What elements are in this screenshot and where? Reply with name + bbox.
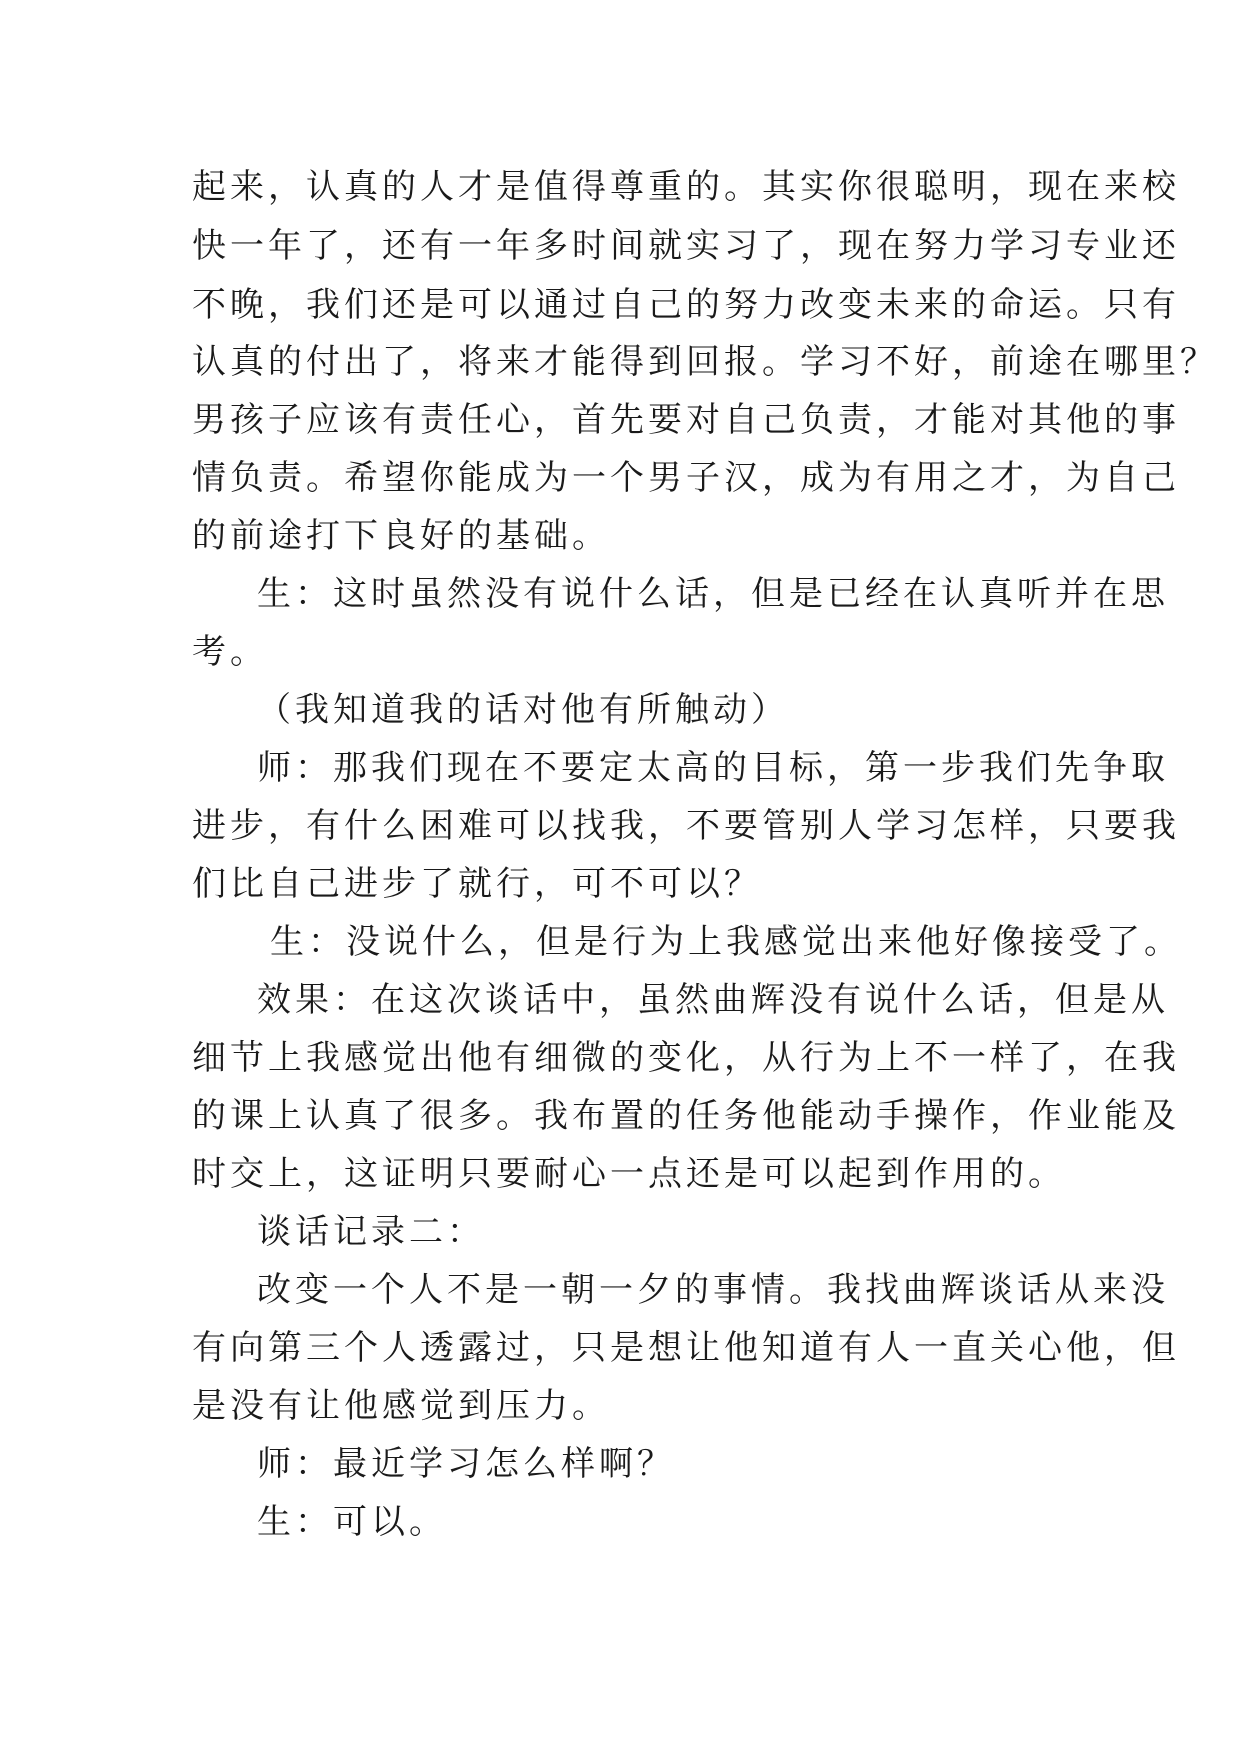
text-line: 起来，认真的人才是值得尊重的。其实你很聪明，现在来校 xyxy=(192,167,1180,207)
text-line: 改变一个人不是一朝一夕的事情。我找曲辉谈话从来没 xyxy=(257,1270,1169,1310)
text-line: 情负责。希望你能成为一个男子汉，成为有用之才，为自己 xyxy=(192,458,1180,498)
text-line: 的课上认真了很多。我布置的任务他能动手操作，作业能及 xyxy=(192,1096,1180,1136)
text-line: 时交上，这证明只要耐心一点还是可以起到作用的。 xyxy=(192,1154,1066,1194)
text-line: 快一年了，还有一年多时间就实习了，现在努力学习专业还 xyxy=(192,226,1180,266)
text-line: 的前途打下良好的基础。 xyxy=(192,516,610,556)
text-line: 生：没说什么，但是行为上我感觉出来他好像接受了。 xyxy=(270,922,1182,962)
text-line: 细节上我感觉出他有细微的变化，从行为上不一样了，在我 xyxy=(192,1038,1180,1078)
text-line: 不晚，我们还是可以通过自己的努力改变未来的命运。只有 xyxy=(192,285,1180,325)
text-line: 们比自己进步了就行，可不可以？ xyxy=(192,864,762,904)
text-line: 师：最近学习怎么样啊？ xyxy=(257,1444,675,1484)
text-line: 有向第三个人透露过，只是想让他知道有人一直关心他，但 xyxy=(192,1328,1180,1368)
text-line: 认真的付出了，将来才能得到回报。学习不好，前途在哪里？ xyxy=(192,342,1218,382)
text-line: 效果：在这次谈话中，虽然曲辉没有说什么话，但是从 xyxy=(257,980,1169,1020)
text-line: 进步，有什么困难可以找我，不要管别人学习怎样，只要我 xyxy=(192,806,1180,846)
text-line: 生：可以。 xyxy=(257,1502,447,1542)
text-line: 师：那我们现在不要定太高的目标，第一步我们先争取 xyxy=(257,748,1169,788)
section-heading: 谈话记录二： xyxy=(257,1212,485,1252)
text-line: 考。 xyxy=(192,632,268,672)
text-line: 是没有让他感觉到压力。 xyxy=(192,1386,610,1426)
text-line: 男孩子应该有责任心，首先要对自己负责，才能对其他的事 xyxy=(192,400,1180,440)
text-line: 生：这时虽然没有说什么话，但是已经在认真听并在思 xyxy=(257,574,1169,614)
text-line: （我知道我的话对他有所触动） xyxy=(257,690,789,730)
